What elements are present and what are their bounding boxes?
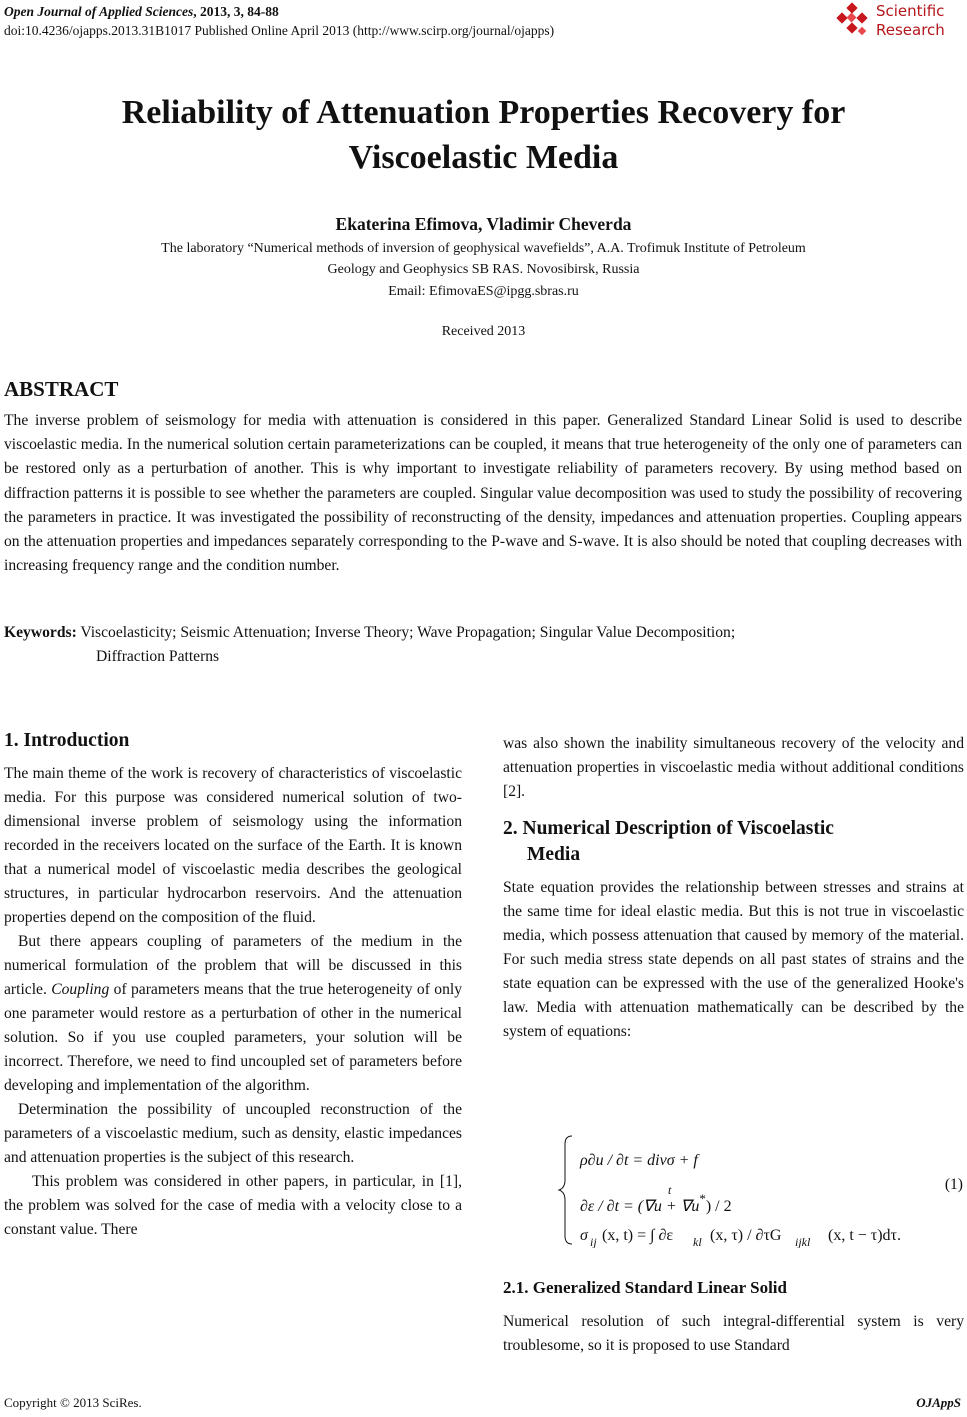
svg-text:t: t [668,1183,672,1197]
keywords-label: Keywords: [4,624,77,641]
doi-line: doi:10.4236/ojapps.2013.31B1017 Published Online April 2013 (http://www.scirp.org/journal/ojapps) [4,23,555,38]
keywords-line-1: Viscoelasticity; Seismic Attenuation; Inverse Theory; Wave Propagation; Singular Value Decomposition; [80,624,736,641]
right-column [503,732,964,1044]
section-1-heading: 1. Introduction [4,730,130,751]
keywords-line-2: Diffraction Patterns [96,648,220,665]
email: Email: EfimovaES@ipgg.sbras.ru [388,284,579,299]
svg-text:∂ε / ∂t = (∇u + ∇u*) / 2: ∂ε / ∂t = (∇u + ∇u*) / 2 [580,1191,732,1215]
copyright: Copyright © 2013 SciRes. [4,1395,142,1410]
section-2-1-heading: 2.1. Generalized Standard Linear Solid [503,1278,787,1297]
svg-text:(x, t) = ∫ ∂ε: (x, t) = ∫ ∂ε [602,1227,674,1244]
svg-text:σ: σ [580,1227,588,1244]
abstract-text: The inverse problem of seismology for media with attenuation is considered in this paper. Generalized Standard Linear Solid is used to describe viscoelastic media. In the numerical solution certain parameterizations can be coupled, it means that true heterogeneity of the only one of parameters can be restored only as a perturbation of another. This is why important to investigate reliability of parameters recovery. By using method based on diffraction patterns it is possible to see whether the parameters are coupled. Singular value decomposition was used to study the possibility of recovering the parameters in practice. It was investigated the possibility of reconstructing of the density, impedances and attenuation properties. Coupling appears on the attenuation properties and impedances separately corresponding to the P-wave and S-wave. It is also should be noted that coupling decreases with increasing frequency range and the condition number. [4,412,962,575]
intro-paragraph-1: The main theme of the work is recovery of characteristics of viscoelastic media. For this purpose was considered numerical solution of two-dimensional inverse problem of seismology using the information recorded in the receivers located on the surface of the Earth. It is known that a numerical model of viscoelastic media describes the geological structures, in particular hydrocarbon reservoirs. And the attenuation properties depend on the composition of the fluid. [4,765,462,926]
equation-number: (1) [944,1176,963,1193]
affiliation-line-2: Geology and Geophysics SB RAS. Novosibirsk, Russia [327,262,640,277]
abstract-heading: ABSTRACT [4,377,119,401]
logo-text: Scientific Research [876,2,945,39]
section-2-1 [503,1276,964,1358]
paper-title: Reliability of Attenuation Properties Recovery for Viscoelastic Media [121,94,846,176]
svg-text:kl: kl [693,1235,702,1248]
journal-abbrev: OJAppS [916,1395,961,1410]
svg-text:(x, τ) / ∂τG: (x, τ) / ∂τG [710,1227,782,1244]
left-column [4,728,462,1242]
section-2-paragraph: State equation provides the relationship between stresses and strains at the same time for ideal elastic media. But this is not true in viscoelastic media, which possess attenuation that caused by memory of the material. For such media stress state depends on all past states of strains and the state equation can be expressed with the use of the generalized Hooke's law. Media with attenuation mathematically can be described by the system of equations: [503,879,964,1040]
intro-paragraph-2: But there appears coupling of parameters of the medium in the numerical formulation of the problem that will be discussed in this article. Coupling of parameters means that the true heterogeneity of only one parameter would restore as a perturbation of other in the numerical solution. So if you use coupled parameters, your solution will be incorrect. Therefore, we need to find uncoupled set of parameters before developing and implementation of the algorithm. [4,933,462,1094]
equation-1 [550,1132,964,1248]
received-date: Received 2013 [441,324,526,339]
journal-issue: , 2013, 3, 84-88 [193,4,279,19]
section-2-heading: 2. Numerical Description of Viscoelastic Media [503,818,834,865]
journal-name: Open Journal of Applied Sciences [4,4,194,19]
svg-text:ρ∂u / ∂t = divσ + f: ρ∂u / ∂t = divσ + f [580,1152,698,1169]
authors: Ekaterina Efimova, Vladimir Cheverda [335,214,632,234]
keywords [4,621,962,669]
svg-text:ij: ij [590,1235,597,1248]
section-2-1-paragraph: Numerical resolution of such integral-differential system is very troublesome, so it is proposed to use Standard [503,1313,964,1354]
scientific-research-logo [832,2,957,44]
affiliation-line-1: The laboratory “Numerical methods of inversion of geophysical wavefields”, A.A. Trofimuk Institute of Petroleum [161,241,806,256]
journal-header [4,2,554,40]
right-paragraph-1: was also shown the inability simultaneous recovery of the velocity and attenuation properties in viscoelastic media without additional conditions [2]. [503,735,964,800]
svg-text:(x, t − τ)dτ.: (x, t − τ)dτ. [828,1227,901,1244]
svg-text:ijkl: ijkl [795,1235,811,1248]
intro-paragraph-4: This problem was considered in other papers, in particular, in [1], the problem was solved for the case of media with a velocity close to a constant value. There [4,1173,462,1238]
logo-icon [832,2,872,42]
intro-paragraph-3: Determination the possibility of uncoupled reconstruction of the parameters of a viscoelastic medium, such as density, elastic impedances and attenuation properties is the subject of this research. [4,1101,462,1166]
